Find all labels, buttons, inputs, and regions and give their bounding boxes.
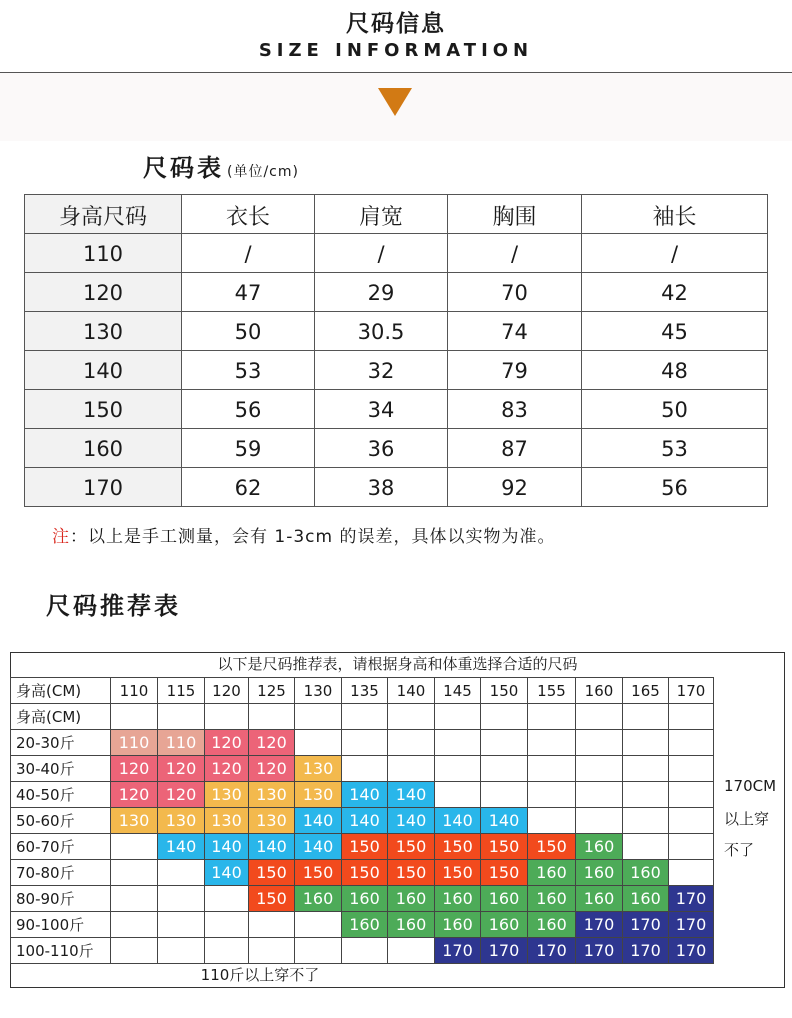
size-recommend-cell: 140 — [249, 834, 295, 860]
weight-row — [11, 912, 714, 938]
size-recommend-cell: 160 — [528, 860, 576, 886]
weight-label: 100-110斤 — [11, 938, 111, 964]
size-recommend-cell — [623, 834, 669, 860]
size-value-cell: 42 — [582, 273, 768, 312]
size-recommend-cell — [623, 704, 669, 730]
size-recommend-cell: 110 — [158, 730, 205, 756]
size-recommend-cell: 140 — [388, 808, 435, 834]
height-header-cell: 165 — [623, 678, 669, 704]
size-recommend-cell: 150 — [481, 860, 528, 886]
size-recommend-cell — [158, 704, 205, 730]
size-value-cell: 83 — [448, 390, 582, 429]
size-recommend-cell — [435, 730, 481, 756]
size-label-cell: 160 — [25, 429, 182, 468]
size-recommend-cell: 160 — [528, 886, 576, 912]
size-recommend-cell — [388, 756, 435, 782]
height-header-cell: 170 — [669, 678, 714, 704]
size-recommend-cell — [669, 730, 714, 756]
size-recommend-cell — [435, 756, 481, 782]
size-recommend-cell: 160 — [623, 860, 669, 886]
size-recommend-cell: 130 — [295, 782, 342, 808]
weight-label: 90-100斤 — [11, 912, 111, 938]
size-recommend-cell: 160 — [435, 912, 481, 938]
size-recommend-cell: 150 — [249, 860, 295, 886]
size-recommend-cell — [249, 704, 295, 730]
size-recommend-cell: 120 — [249, 756, 295, 782]
size-recommend-cell: 120 — [249, 730, 295, 756]
size-recommend-cell — [205, 912, 249, 938]
size-recommend-cell: 150 — [388, 834, 435, 860]
size-recommend-cell: 110 — [111, 730, 158, 756]
weight-label: 80-90斤 — [11, 886, 111, 912]
size-recommend-cell: 130 — [295, 756, 342, 782]
size-value-cell: 36 — [315, 429, 448, 468]
size-table-header — [25, 195, 768, 234]
size-recommend-cell — [111, 886, 158, 912]
size-recommend-cell: 130 — [249, 808, 295, 834]
recommend-caption: 以下是尺码推荐表，请根据身高和体重选择合适的尺码 — [217, 655, 578, 673]
size-recommend-cell — [158, 912, 205, 938]
size-recommend-cell — [623, 756, 669, 782]
weight-label: 50-60斤 — [11, 808, 111, 834]
size-recommend-cell: 150 — [528, 834, 576, 860]
size-recommend-cell: 170 — [669, 912, 714, 938]
size-value-cell: / — [182, 234, 315, 273]
height-header-cell: 160 — [576, 678, 623, 704]
size-header-cell: 肩宽 — [315, 195, 448, 234]
size-recommend-cell: 160 — [481, 912, 528, 938]
size-recommend-cell — [528, 730, 576, 756]
weight-label: 70-80斤 — [11, 860, 111, 886]
size-recommend-cell: 130 — [111, 808, 158, 834]
size-recommend-cell: 140 — [205, 834, 249, 860]
height-header-cell: 130 — [295, 678, 342, 704]
size-recommend-cell: 170 — [669, 886, 714, 912]
size-recommend-cell — [528, 756, 576, 782]
size-recommend-cell: 120 — [111, 756, 158, 782]
size-recommend-cell — [669, 756, 714, 782]
side-note-line-1: 170CM — [724, 777, 777, 795]
weight-row — [11, 782, 714, 808]
size-recommend-cell — [342, 704, 388, 730]
size-recommend-cell: 160 — [576, 886, 623, 912]
size-recommend-cell — [342, 730, 388, 756]
size-recommend-cell — [342, 938, 388, 964]
size-recommend-cell: 170 — [481, 938, 528, 964]
size-recommend-cell — [576, 704, 623, 730]
size-label-cell: 140 — [25, 351, 182, 390]
size-recommend-cell — [576, 808, 623, 834]
weight-label: 40-50斤 — [11, 782, 111, 808]
recommend-table-body — [11, 678, 714, 964]
note-label: 注 — [52, 527, 70, 547]
size-recommend-cell — [111, 860, 158, 886]
size-value-cell: 53 — [582, 429, 768, 468]
size-recommend-cell: 140 — [481, 808, 528, 834]
size-recommend-cell — [669, 704, 714, 730]
size-table-title: 尺码表 (单位/cm) — [143, 154, 299, 182]
size-label-cell: 120 — [25, 273, 182, 312]
size-recommend-cell — [576, 756, 623, 782]
size-recommend-cell — [623, 730, 669, 756]
weight-label: 20-30斤 — [11, 730, 111, 756]
weight-row — [11, 834, 714, 860]
size-value-cell: 56 — [182, 390, 315, 429]
size-recommend-cell: 170 — [576, 912, 623, 938]
size-recommend-cell: 150 — [342, 834, 388, 860]
size-recommend-cell — [295, 704, 342, 730]
size-recommend-cell — [111, 912, 158, 938]
size-header-cell: 袖长 — [582, 195, 768, 234]
side-note-line-3: 不了 — [724, 841, 755, 859]
size-value-cell: 48 — [582, 351, 768, 390]
size-recommend-cell: 160 — [435, 886, 481, 912]
size-recommend-cell — [669, 834, 714, 860]
size-recommend-cell: 160 — [388, 912, 435, 938]
size-value-cell: 29 — [315, 273, 448, 312]
size-recommend-cell — [249, 912, 295, 938]
size-recommend-cell — [481, 782, 528, 808]
recommend-table — [10, 677, 714, 964]
side-note-line-2: 以上穿 — [724, 810, 770, 828]
size-value-cell: 62 — [182, 468, 315, 507]
size-recommend-cell — [528, 704, 576, 730]
size-recommend-cell — [669, 808, 714, 834]
size-recommend-cell: 170 — [623, 938, 669, 964]
size-row — [25, 312, 768, 351]
size-recommend-cell: 160 — [295, 886, 342, 912]
size-recommend-cell: 140 — [342, 808, 388, 834]
height-header-cell: 145 — [435, 678, 481, 704]
size-row — [25, 234, 768, 273]
size-row — [25, 351, 768, 390]
size-recommend-cell: 120 — [158, 782, 205, 808]
size-label-cell: 110 — [25, 234, 182, 273]
size-recommend-cell: 160 — [528, 912, 576, 938]
size-recommend-cell — [295, 730, 342, 756]
size-recommend-cell: 150 — [342, 860, 388, 886]
recommend-table-title: 尺码推荐表 — [46, 592, 181, 620]
size-recommend-cell: 130 — [205, 782, 249, 808]
size-value-cell: 59 — [182, 429, 315, 468]
size-recommend-cell: 150 — [435, 834, 481, 860]
size-recommend-cell — [111, 704, 158, 730]
measurement-note — [52, 522, 555, 547]
size-recommend-cell — [111, 938, 158, 964]
size-recommend-cell — [623, 808, 669, 834]
size-recommend-cell: 150 — [435, 860, 481, 886]
height-header-cell: 125 — [249, 678, 295, 704]
size-value-cell: 45 — [582, 312, 768, 351]
size-recommend-cell — [158, 860, 205, 886]
size-table-body — [25, 234, 768, 507]
size-value-cell: 56 — [582, 468, 768, 507]
size-recommend-cell — [205, 704, 249, 730]
size-value-cell: 30.5 — [315, 312, 448, 351]
height-header-cell: 150 — [481, 678, 528, 704]
height-header-row — [11, 678, 714, 704]
weight-row — [11, 938, 714, 964]
size-header-cell: 身高尺码 — [25, 195, 182, 234]
size-recommend-cell — [576, 782, 623, 808]
size-recommend-cell — [623, 782, 669, 808]
size-value-cell: / — [315, 234, 448, 273]
size-recommend-cell: 150 — [388, 860, 435, 886]
size-recommend-cell: 170 — [576, 938, 623, 964]
size-recommend-cell: 160 — [388, 886, 435, 912]
note-text: ：以上是手工测量，会有 1-3cm 的误差，具体以实物为准。 — [70, 527, 556, 547]
size-value-cell: 74 — [448, 312, 582, 351]
size-recommend-cell: 160 — [342, 912, 388, 938]
size-header-cell: 胸围 — [448, 195, 582, 234]
height-header-cell: 135 — [342, 678, 388, 704]
size-recommend-cell — [249, 938, 295, 964]
size-recommend-cell: 160 — [576, 860, 623, 886]
size-value-cell: 47 — [182, 273, 315, 312]
size-recommend-cell: 160 — [576, 834, 623, 860]
size-recommend-cell: 140 — [295, 834, 342, 860]
size-recommend-cell — [295, 938, 342, 964]
size-recommend-cell: 130 — [158, 808, 205, 834]
size-recommend-cell: 170 — [623, 912, 669, 938]
size-recommend-cell — [435, 782, 481, 808]
size-recommend-cell: 150 — [481, 834, 528, 860]
size-recommend-cell — [528, 782, 576, 808]
size-recommend-cell: 120 — [111, 782, 158, 808]
size-label-cell: 130 — [25, 312, 182, 351]
size-value-cell: 50 — [582, 390, 768, 429]
size-recommend-cell — [481, 756, 528, 782]
recommend-footer: 110斤以上穿不了 — [200, 966, 320, 984]
size-recommend-cell: 170 — [528, 938, 576, 964]
weight-row — [11, 808, 714, 834]
size-recommend-cell: 140 — [388, 782, 435, 808]
size-row — [25, 273, 768, 312]
size-recommend-cell — [111, 834, 158, 860]
page-subtitle: SIZE INFORMATION — [258, 40, 534, 61]
size-value-cell: 92 — [448, 468, 582, 507]
size-value-cell: 79 — [448, 351, 582, 390]
size-recommend-cell — [481, 730, 528, 756]
height-header-cell: 120 — [205, 678, 249, 704]
size-row — [25, 390, 768, 429]
size-table-unit: (单位/cm) — [227, 164, 299, 180]
size-recommend-cell — [158, 886, 205, 912]
size-recommend-cell: 150 — [295, 860, 342, 886]
weight-row — [11, 886, 714, 912]
size-value-cell: 53 — [182, 351, 315, 390]
weight-row — [11, 860, 714, 886]
size-recommend-cell: 130 — [249, 782, 295, 808]
size-recommend-cell: 140 — [342, 782, 388, 808]
down-arrow-icon — [378, 88, 412, 116]
size-value-cell: 87 — [448, 429, 582, 468]
size-recommend-cell — [388, 704, 435, 730]
size-recommend-cell — [388, 730, 435, 756]
weight-label: 60-70斤 — [11, 834, 111, 860]
size-label-cell: 170 — [25, 468, 182, 507]
size-recommend-cell: 140 — [158, 834, 205, 860]
size-recommend-cell — [669, 860, 714, 886]
size-value-cell: 32 — [315, 351, 448, 390]
size-recommend-cell — [295, 912, 342, 938]
size-recommend-cell — [669, 782, 714, 808]
height-header-cell: 155 — [528, 678, 576, 704]
size-recommend-cell — [205, 938, 249, 964]
size-recommend-cell: 160 — [623, 886, 669, 912]
height-header-cell: 110 — [111, 678, 158, 704]
size-recommend-cell: 160 — [481, 886, 528, 912]
size-label-cell: 150 — [25, 390, 182, 429]
size-recommend-cell: 120 — [205, 730, 249, 756]
size-recommend-cell: 150 — [249, 886, 295, 912]
size-value-cell: 38 — [315, 468, 448, 507]
size-header-cell: 衣长 — [182, 195, 315, 234]
size-recommend-cell — [342, 756, 388, 782]
size-recommend-cell: 120 — [158, 756, 205, 782]
size-recommend-cell: 140 — [295, 808, 342, 834]
size-value-cell: / — [448, 234, 582, 273]
size-table — [24, 194, 768, 507]
size-recommend-cell — [481, 704, 528, 730]
size-recommend-cell — [576, 730, 623, 756]
size-row — [25, 468, 768, 507]
size-value-cell: 70 — [448, 273, 582, 312]
page-title: 尺码信息 — [346, 11, 446, 37]
size-recommend-cell — [528, 808, 576, 834]
weight-row — [11, 704, 714, 730]
height-header-cell: 115 — [158, 678, 205, 704]
size-recommend-cell: 140 — [205, 860, 249, 886]
size-recommend-cell: 170 — [435, 938, 481, 964]
weight-label: 身高(CM) — [11, 704, 111, 730]
weight-row — [11, 730, 714, 756]
height-header-cell: 140 — [388, 678, 435, 704]
size-recommend-cell: 160 — [342, 886, 388, 912]
size-value-cell: / — [582, 234, 768, 273]
size-recommend-cell: 170 — [669, 938, 714, 964]
weight-row — [11, 756, 714, 782]
height-header-label: 身高(CM) — [11, 678, 111, 704]
size-recommend-cell — [205, 886, 249, 912]
size-recommend-cell: 120 — [205, 756, 249, 782]
size-recommend-cell — [158, 938, 205, 964]
size-recommend-cell — [388, 938, 435, 964]
size-value-cell: 34 — [315, 390, 448, 429]
size-recommend-cell: 130 — [205, 808, 249, 834]
size-recommend-cell: 140 — [435, 808, 481, 834]
size-value-cell: 50 — [182, 312, 315, 351]
size-recommend-cell — [435, 704, 481, 730]
weight-label: 30-40斤 — [11, 756, 111, 782]
size-row — [25, 429, 768, 468]
